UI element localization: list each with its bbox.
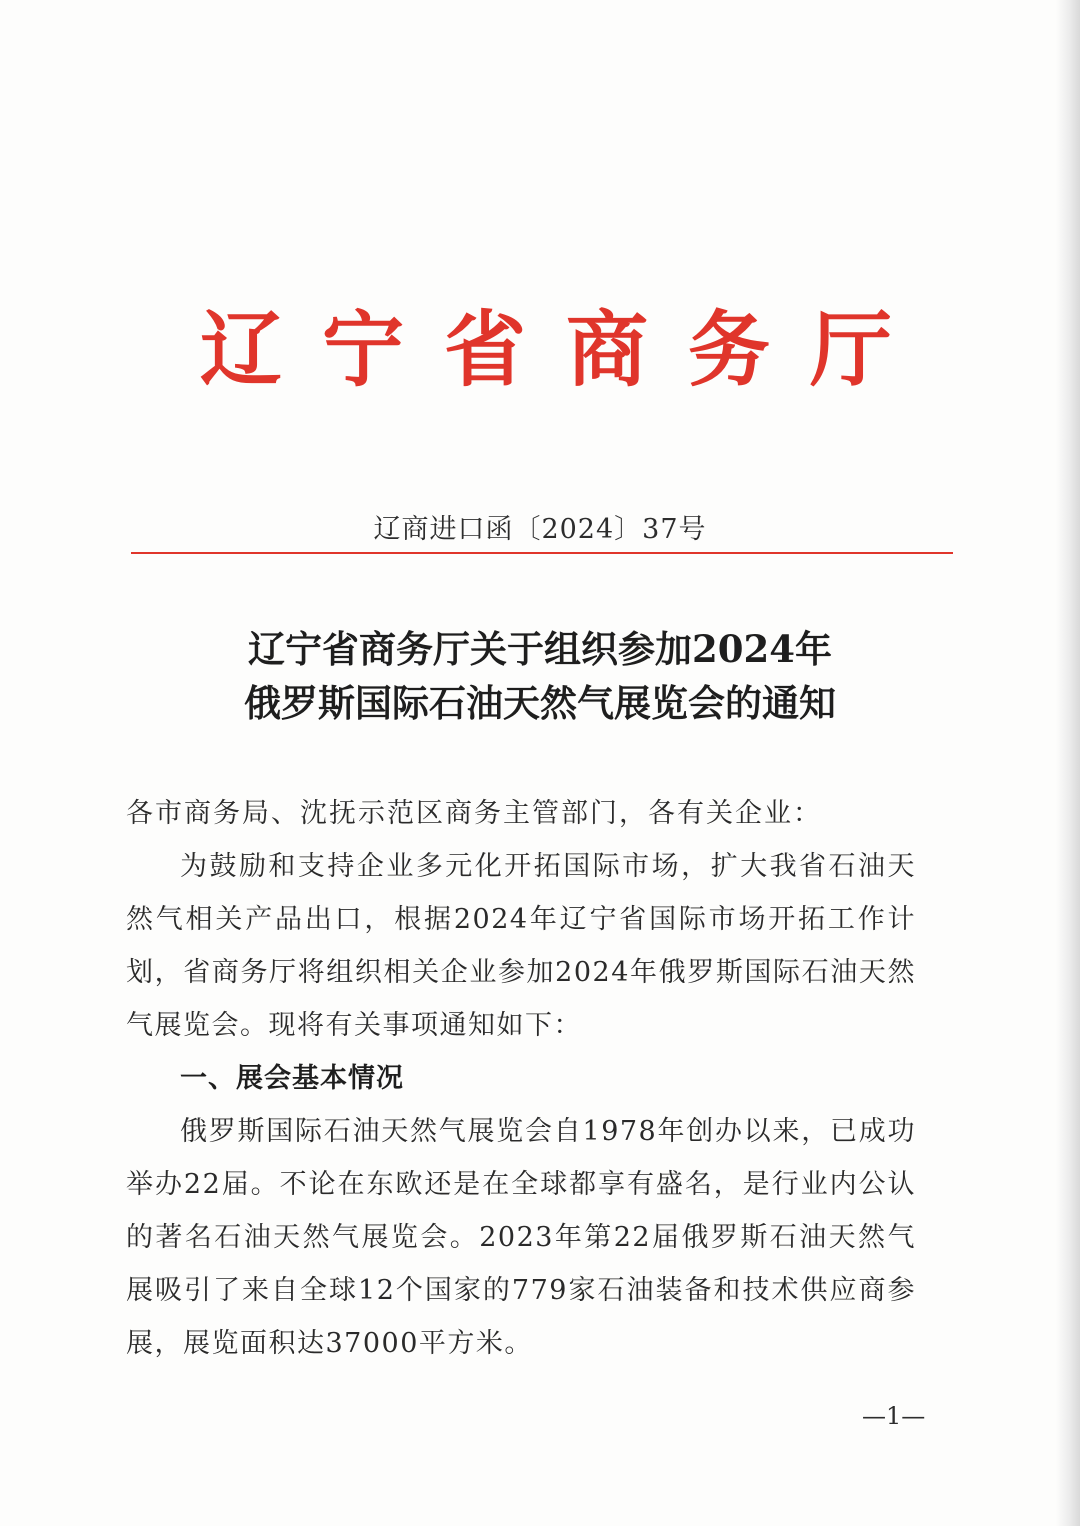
document-body bbox=[126, 787, 916, 1370]
document-title bbox=[0, 622, 1080, 730]
intro-paragraph: 为鼓励和支持企业多元化开拓国际市场，扩大我省石油天然气相关产品出口，根据2024年辽宁省国际市场开拓工作计划，省商务厅将组织相关企业参加2024年俄罗斯国际石油天然气展览会。现将有关事项通知如下： bbox=[126, 851, 916, 1041]
issuer-masthead: 辽宁省商务厅 bbox=[200, 302, 933, 398]
title-line-2: 俄罗斯国际石油天然气展览会的通知 bbox=[244, 681, 836, 725]
red-separator-line bbox=[131, 552, 953, 554]
document-number: 辽商进口函〔2024〕37号 bbox=[373, 514, 707, 545]
page-number: —1— bbox=[862, 1402, 926, 1430]
section-heading-1: 一、展会基本情况 bbox=[180, 1063, 404, 1094]
title-line-1: 辽宁省商务厅关于组织参加2024年 bbox=[248, 627, 832, 671]
page-edge-shadow bbox=[1056, 0, 1080, 1526]
salutation: 各市商务局、沈抚示范区商务主管部门，各有关企业： bbox=[126, 798, 822, 829]
exhibition-info-paragraph: 俄罗斯国际石油天然气展览会自1978年创办以来，已成功举办22届。不论在东欧还是在全球都享有盛名，是行业内公认的著名石油天然气展览会。2023年第22届俄罗斯石油天然气展吸引了来自全球12个国家的779家石油装备和技术供应商参展，展览面积达37000平方米。 bbox=[126, 1116, 916, 1359]
